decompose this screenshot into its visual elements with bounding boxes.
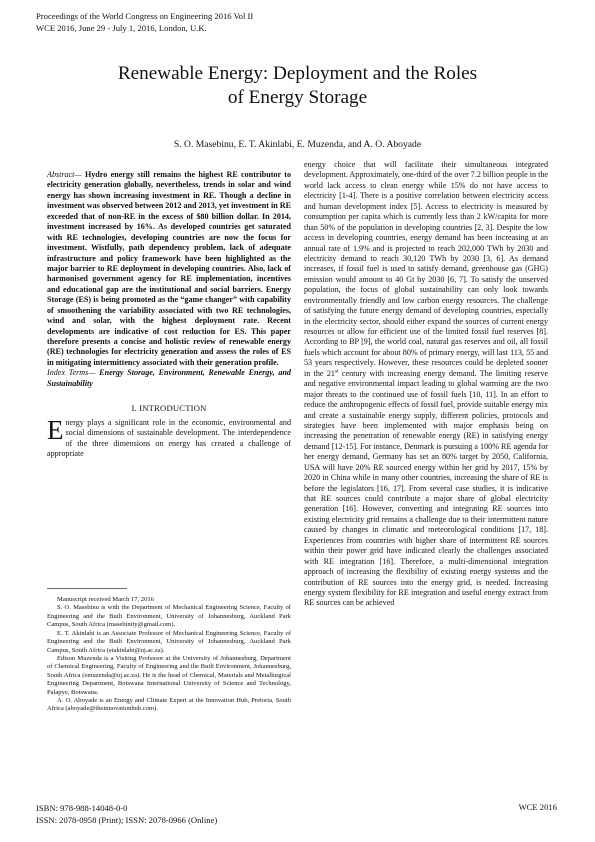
footer-isbn: ISBN: 978-988-14048-0-0 bbox=[36, 803, 128, 813]
introduction-paragraph bbox=[47, 414, 291, 460]
footer-issn: ISSN: 2078-0958 (Print); ISSN: 2078-0966 (Online) bbox=[36, 815, 218, 826]
introduction-text: nergy plays a significant role in the economic, environmental and social dimensions of sustainable development. The interdependence of the three dimensions on energy has created a challenge of appropriate bbox=[47, 417, 291, 458]
running-header bbox=[36, 11, 336, 34]
footnote-aboyade: A. O. Aboyade is an Energy and Climate Expert at the Innovation Hub, Pretoria, South Africa (aboyade@theinnovationhub.com). bbox=[47, 697, 291, 713]
title-line-1: Renewable Energy: Deployment and the Roles bbox=[117, 63, 478, 84]
ordinal-superscript: st bbox=[334, 368, 339, 375]
abstract-body: Hydro energy still remains the highest RE contributor to electricity generation globally, nevertheless, trends in solar and wind energy has shown increasing investment in RE. Though a decline in investment was observed between 2012 and 2013, yet investment in RE exceeded that of non-RE in the excess of $80 billion dollar. In 2014, investment increased by 16%. As developed countries get saturated with RE technologies, developing countries are now the focus for investment. Wistfully, path dependency problem, lack of adequate infrastructure and policy framework have been highlighted as the major barrier to RE deployment in developing countries. Also, lack of harmonised government agency for RE implementation, incentives and educational gap are the institutional and social barriers. Energy Storage (ES) is being promoted as the “game changer” with capability of smoothening the variability associated with two RE technologies, wind and solar, with the highest deployment rate. Recent developments are indicative of cost reduction for ES. This paper therefore presents a concise and holistic review of renewable energy (RE) technologies for electricity generation and assess the roles of ES in mitigating intermittency associated with their generation profile. bbox=[47, 170, 291, 367]
left-column bbox=[47, 170, 291, 459]
footnote-masebinu: S. O. Masebinu is with the Department of Mechanical Engineering Science, Faculty of Engineering and the Built Environment, University of Johannesburg, Auckland Park Campus, South Africa (masebinity@gmail.com). bbox=[47, 604, 291, 629]
right-column-text bbox=[304, 160, 548, 609]
right-column bbox=[304, 160, 548, 609]
footnote-akinlabi: E. T. Akinlabi is an Associate Professor of Mechanical Engineering Science, Faculty of Engineering and the Built Environment, University of Johannesburg, Auckland Park Campus, South Africa (etakinlabi@uj.ac.za). bbox=[47, 629, 291, 654]
header-proceedings: Proceedings of the World Congress on Engineering 2016 Vol II bbox=[36, 11, 254, 21]
body-text-part-2: century with increasing energy demand. The limiting reserve and negative environmental impact leading to global warming are the two major threats to the continued use of fossil fuels [10, 11]. In an effort to reduce the anthropogenic effects of fossil fuel, provide suitable energy mix and create a sustainable energy supply, different policies, protocols and strategies have been implemented with major emphasis being on increasing the penetration of renewable energy (RE) in satisfying energy demand [12-15]. For instance, Denmark is pursuing a 100% RE agenda for her energy demand, Germany has set an 80% target by 2050, California, USA will have 20% RE sourced energy within her grid by 2017, 15% by 2020 in China while in many other countries, increasing the share of RE is before the legislators [16, 17]. From several case studies, it is indicative that RE sources could contribute a major share of global electricity generation [16]. However, converting and integrating RE sources into existing electricity grid remains a challenge due to their intermittent nature caused by changes in climatic and meteorological conditions [17, 18]. Experiences from countries with higher share of intermittent RE sources within their power grid have indicated clearly the challenges associated with RE integration [16]. Therefore, a multi-dimensional integration approach of increasing the flexibility of existing energy systems and the contribution of RE sources into the energy grid, is needed. Increasing energy system flexibility for RE integration and useful energy extract from RE sources can be achieved bbox=[304, 368, 549, 608]
footer-conference: WCE 2016 bbox=[518, 802, 557, 812]
header-conference: WCE 2016, June 29 - July 1, 2016, London, U.K. bbox=[36, 22, 207, 33]
index-terms bbox=[47, 368, 291, 389]
abstract-lead: Abstract— bbox=[47, 170, 82, 179]
section-heading-introduction: I. INTRODUCTION bbox=[131, 403, 207, 414]
drop-cap: E bbox=[47, 414, 64, 445]
footer-identifiers bbox=[36, 802, 217, 827]
paper-title bbox=[40, 62, 555, 110]
index-terms-body: Energy Storage, Environment, Renewable Energy, and Sustainability bbox=[47, 368, 291, 388]
authors: S. O. Masebinu, E. T. Akinlabi, E. Muzenda, and A. O. Aboyade bbox=[173, 139, 422, 150]
footnotes bbox=[47, 596, 291, 714]
title-line-2: of Energy Storage bbox=[227, 87, 368, 108]
footnote-received: Manuscript received March 17, 2016 bbox=[57, 596, 154, 603]
abstract bbox=[47, 170, 291, 368]
index-terms-lead: Index Terms— bbox=[47, 368, 96, 378]
footnote-muzenda: Edison Muzenda is a Visiting Professor at the University of Johannesburg, Department of Chemical Engineering, Faculty of Engineering and the Built Environment, Johannesburg, South Africa (emuzenda@uj.ac.za). He is the head of Chemical, Materials and Metallurgical Engineering Department, Botswana International University of Science and Technology, Palapye, Botswana. bbox=[47, 654, 291, 696]
footnote-rule bbox=[47, 588, 127, 589]
body-text-part-1: energy choice that will facilitate their simultaneous integrated development. Approximately, one-third of the over 7.2 billion people in the world lack access to clean energy while 15% do not have access to electricity [1-4]. There is a positive correlation between electricity access and human development index [5]. Access to electricity is measured by consumption per capita which is currently less than 2 kW/capita for more than 50% of the population in developing countries [2, 3]. Despite the low access in developing countries, energy demand has been increasing at an annual rate of 1.9% and is projected to reach 202,000 TWh by 2030 and electricity demand to reach 30,120 TWh by 2030 [3, 6]. As demand increases, if fossil fuel is used to satisfy demand, greenhouse gas (GHG) emission would amount to 40 Gt by 2030 [6, 7]. To satisfy the unserved population, the focus of global sustainability can only look towards environmentally friendly and low carbon energy resources. The challenge of satisfying the future energy demand of developing countries, especially in the electricity sector, should either expand the sources of current energy resources or allow for efficient use of the limited fossil fuel reserves [8]. According to BP [9], the world coal, natural gas reserves and oil, all fossil fuels which account for about 80% of primary energy, will last 113, 55 and 53 years respectively. However, these resources could be depleted sooner in the 21 bbox=[304, 160, 548, 378]
